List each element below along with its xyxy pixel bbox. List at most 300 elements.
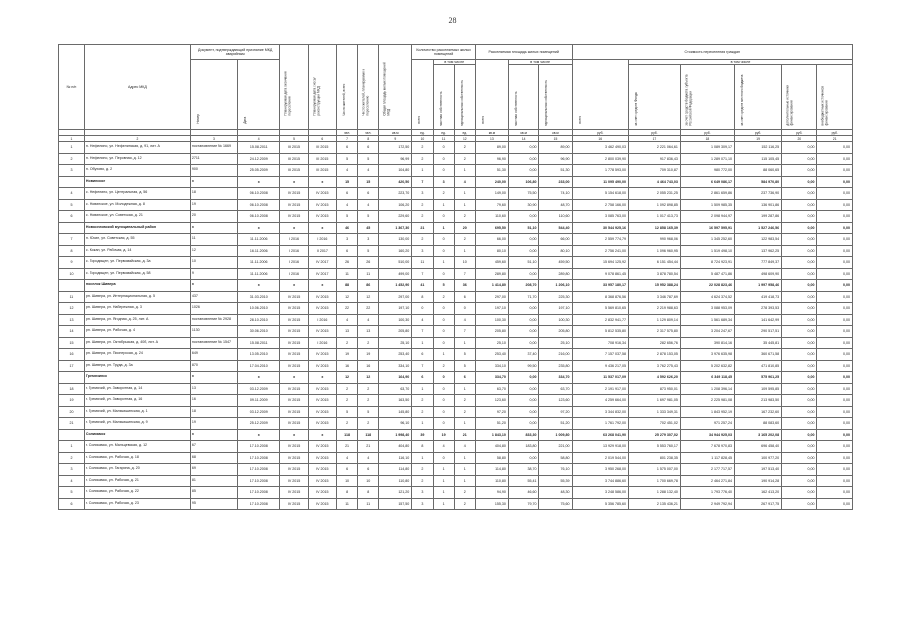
table-row [59,234,853,246]
cell-doc-num: 1130 [190,326,237,338]
column-number-cell: 10 [412,136,433,142]
cell-cnt-total: 11 [412,257,433,269]
cell-ar-private: 46,60 [508,487,539,499]
cell-addr: с. Новинское, ул. Молодежная, д. 8 [84,199,190,211]
cell-ar-mun: 48,30 [539,487,572,499]
cell-cnt-total: 7 [412,326,433,338]
cell-cost-reg: 3 088 953,09 [680,303,734,315]
cell-residents-plan: 4 [358,199,379,211]
cell-relocation: I 2016 [280,234,308,246]
cell-cost-fund: 6 151 454,44 [629,257,681,269]
cell-ar-private: 0,00 [508,245,539,257]
cell-ar-private: 106,80 [508,176,539,188]
cell-cost-ex2: 0,00 [817,234,853,246]
cell-residents: 19 [336,349,357,361]
cell-cost-fund: 2 055 231,25 [629,188,681,200]
cell-residents: 15 [336,176,357,188]
cell-cost-total: 5 569 810,65 [572,303,629,315]
cell-demolition: IV 2015 [308,349,336,361]
cell-area: 253,40 [379,349,412,361]
cell-area: 121,20 [379,487,412,499]
column-number-cell: 20 [782,136,817,142]
cell-residents: 12 [336,372,357,384]
cell-relocation: IV 2015 [280,314,308,326]
cell-cost-fund: 1 700 669,78 [629,475,681,487]
cell-residents: 4 [336,165,357,177]
cell-area: 130,00 [379,234,412,246]
cell-area: 229,60 [379,211,412,223]
cell-cnt-mun: 4 [454,441,475,453]
cell-cost-loc: 115 105,45 [735,153,782,165]
cell-doc-date: 13.05.2010 [238,349,280,361]
cell-ar-total: 97,20 [475,406,508,418]
cell-doc-date: 17.10.2008 [238,487,280,499]
cell-cnt-private: 0 [433,326,454,338]
cell-cnt-mun: 2 [454,142,475,154]
cell-cost-fund: 2 221 064,61 [629,142,681,154]
cell-no: 1 [59,441,85,453]
cell-cost-ex2: 0,00 [817,257,853,269]
cell-cnt-total: 7 [412,268,433,280]
cell-cnt-private: 0 [433,245,454,257]
cell-ar-total: 404,80 [475,441,508,453]
cell-cost-ex2: 0,00 [817,291,853,303]
cell-cost-total: 15 694 125,92 [572,257,629,269]
cell-no: 4 [59,188,85,200]
column-number-cell: 12 [454,136,475,142]
cell-area: 1 452,90 [379,280,412,292]
cell-cost-loc: 167 232,60 [735,406,782,418]
cell-cnt-private: 5 [433,280,454,292]
cell-doc-date: x [238,372,280,384]
cell-cost-total: 9 078 861,45 [572,268,629,280]
cell-cnt-private: 1 [433,349,454,361]
cell-area: 25,10 [379,337,412,349]
cell-area: 334,10 [379,360,412,372]
cell-cost-ex2: 0,00 [817,452,853,464]
cell-cost-fund: 873 950,01 [629,383,681,395]
cell-ar-private: 0,00 [508,326,539,338]
cell-cost-fund: 3 762 275,43 [629,360,681,372]
cell-doc-date: 17.10.2008 [238,441,280,453]
column-number-cell: 8 [358,136,379,142]
cell-doc-date: 25.05.2009 [238,165,280,177]
cell-doc-num: 11 [190,234,237,246]
cell-cost-fund: 2 219 988,63 [629,303,681,315]
cell-cost-ex1: 0,00 [782,452,817,464]
cell-addr: с. Нефелино, ул. Центральная, д. 56 [84,188,190,200]
cell-addr: г. Соликамск, ул. Мальцевская, д. 12 [84,441,190,453]
cell-doc-num: x [190,429,237,441]
cell-cost-loc: 3 165 202,08 [735,429,782,441]
cell-cost-reg: 1 843 952,19 [680,406,734,418]
cell-ar-mun: 334,70 [539,372,572,384]
cell-cost-ex2: 0,00 [817,222,853,234]
cell-ar-private: 79,70 [508,498,539,510]
cell-addr: рп. Шивера, ул. Набережная, д. 3 [84,303,190,315]
cell-area: 114,80 [379,464,412,476]
cell-no: 11 [59,291,85,303]
cell-no: 7 [59,234,85,246]
header-cost-regional: за счет средств бюджета субъекта Российской Федерации [680,65,734,130]
cell-ar-private: 0,00 [508,395,539,407]
cell-no [59,222,85,234]
cell-cnt-private: 1 [433,257,454,269]
cell-addr: г. Соликамск, ул. Гагарина, д. 20 [84,464,190,476]
cell-residents: 6 [336,464,357,476]
cell-area: 404,80 [379,441,412,453]
cell-cost-loc: 696 458,40 [735,441,782,453]
cell-demolition: IV 2015 [308,291,336,303]
cell-ar-private: 183,80 [508,441,539,453]
cell-ar-mun: 51,30 [539,165,572,177]
cell-demolition: III 2015 [308,153,336,165]
cell-cost-ex2: 0,00 [817,280,853,292]
cell-residents-plan: 45 [358,222,379,234]
cell-cost-ex1: 0,00 [782,245,817,257]
cell-no: 5 [59,487,85,499]
cell-residents-plan: 21 [358,441,379,453]
cell-residents: 8 [336,487,357,499]
cell-cnt-mun: 5 [454,349,475,361]
cell-doc-num: 870 [190,360,237,372]
table-row [59,464,853,476]
header-plan-demolition: Планируемая дата сноса/ реконструкции МКД [308,45,336,130]
cell-cost-reg: 7 678 970,83 [680,441,734,453]
cell-ar-total: 51,20 [475,418,508,430]
cell-cost-ex1: 0,00 [782,360,817,372]
cell-residents-plan: 12 [358,291,379,303]
cell-addr: с. Новинское, ул. Советская, д. 21 [84,211,190,223]
cell-residents-plan: 2 [358,395,379,407]
cell-ar-total: 155,30 [475,498,508,510]
cell-area: 157,50 [379,498,412,510]
cell-ar-total: 297,00 [475,291,508,303]
cell-cost-reg: 3 204 247,67 [680,326,734,338]
cell-area: 96,99 [379,153,412,165]
cell-cost-ex1: 0,00 [782,257,817,269]
header-cost-fund: за счет средств Фонда [629,65,681,130]
cell-doc-date: x [238,280,280,292]
cell-doc-num: постановление № 1547 [190,337,237,349]
cell-demolition: IV 2015 [308,383,336,395]
cell-ar-mun: 66,00 [539,234,572,246]
cell-relocation: IV 2015 [280,199,308,211]
cell-relocation: I 2016 [280,257,308,269]
cell-doc-num: 69 [190,464,237,476]
cell-cost-ex1: 0,00 [782,199,817,211]
cell-ar-private: 0,00 [508,165,539,177]
cell-cnt-total: 2 [412,142,433,154]
cell-ar-mun: 1 009,80 [539,429,572,441]
cell-demolition: IV 2015 [308,406,336,418]
cell-ar-private: 51,10 [508,222,539,234]
header-area-total: всего [475,60,508,130]
cell-cnt-total: 21 [412,222,433,234]
unit-cell: кв.м [379,130,412,136]
cell-demolition: x [308,176,336,188]
cell-residents-plan: 4 [358,452,379,464]
cell-addr: г. Гремячий, ул. Мальчишинская, д. 9 [84,418,190,430]
cell-cnt-private: 0 [433,418,454,430]
cell-cost-reg: 5 202 632,82 [680,360,734,372]
cell-demolition: IV 2015 [308,441,336,453]
column-number-cell: 21 [817,136,853,142]
table-row [59,498,853,510]
table-row [59,487,853,499]
cell-residents-plan: 8 [358,487,379,499]
cell-no: 14 [59,326,85,338]
relocation-register-table [58,44,853,510]
header-area-municipal: муниципальная собственность [539,65,572,130]
cell-residents: 4 [336,314,357,326]
cell-residents-plan: 19 [358,349,379,361]
cell-addr: рп. Шивера, ул. Интернациональная, д. 5 [84,291,190,303]
cell-no [59,372,85,384]
header-count-municipal: муниципальная собственность [454,65,475,130]
cell-cost-total: 5 812 535,80 [572,326,629,338]
cell-demolition: IV 2015 [308,395,336,407]
cell-cost-reg: 2 949 792,94 [680,498,734,510]
cell-cost-ex1: 0,00 [782,475,817,487]
cell-cost-total: 2 832 941,77 [572,314,629,326]
cell-cost-ex2: 0,00 [817,487,853,499]
cell-cnt-private: 0 [433,234,454,246]
cell-cost-total: 3 462 490,03 [572,142,629,154]
cell-addr: рп. Шивера, ул. Октябрьская, д. 40б, лит. А [84,337,190,349]
cell-cost-reg: 1 793 776,40 [680,487,734,499]
cell-ar-mun: 74,10 [539,188,572,200]
cell-cost-total: 3 744 886,60 [572,475,629,487]
header-count-group: Количество расселяемых жилых помещений [412,45,476,60]
cell-cost-ex1: 0,00 [782,383,817,395]
column-number-cell: 4 [238,136,280,142]
cell-ar-mun: 544,40 [539,222,572,234]
cell-cost-ex1: 0,00 [782,303,817,315]
cell-doc-num: 437 [190,291,237,303]
cell-no: 3 [59,165,85,177]
cell-residents: 4 [336,199,357,211]
cell-area: 63,70 [379,383,412,395]
cell-cost-fund: 1 096 960,95 [629,245,681,257]
cell-ar-total: 89,00 [475,142,508,154]
cell-demolition: IV 2015 [308,360,336,372]
cell-no [59,176,85,188]
unit-cell: руб. [817,130,853,136]
cell-cnt-total: 39 [412,429,433,441]
cell-relocation: x [280,176,308,188]
cell-ar-total: 80,10 [475,245,508,257]
cell-ar-mun: 459,50 [539,257,572,269]
cell-demolition: x [308,280,336,292]
cell-doc-num: 20 [190,211,237,223]
cell-cnt-mun: 0 [454,303,475,315]
cell-area: 163,50 [379,395,412,407]
cell-cost-reg: 1 519 498,10 [680,245,734,257]
cell-cnt-total: 2 [412,395,433,407]
cell-residents: 118 [336,429,357,441]
cell-ar-mun: 110,60 [539,211,572,223]
cell-addr: Соликамск [84,429,190,441]
cell-addr: г. Гремячий, ул. Заворотная, д. 14 [84,383,190,395]
cell-cost-loc: 498 609,90 [735,268,782,280]
cell-cost-loc: 213 983,50 [735,395,782,407]
cell-cost-fund: 25 279 307,02 [629,429,681,441]
cell-cnt-mun: 6 [454,372,475,384]
cell-no: 8 [59,245,85,257]
cell-relocation: IV 2015 [280,475,308,487]
cell-no: 19 [59,395,85,407]
cell-ar-private: 71,70 [508,291,539,303]
header-cost-total: всего [572,60,629,130]
cell-addr: с. Кокан, ул. Рабочая, д. 14 [84,245,190,257]
cell-area: 1 367,30 [379,222,412,234]
cell-residents-plan: 12 [358,372,379,384]
cell-cost-loc: 88 060,65 [735,165,782,177]
cell-cost-reg: 1 089 309,17 [680,142,734,154]
cell-residents: 3 [336,234,357,246]
cell-cnt-total: 1 [412,452,433,464]
cell-area: 145,80 [379,406,412,418]
cell-cost-ex2: 0,00 [817,153,853,165]
cell-cost-ex1: 0,00 [782,268,817,280]
cell-addr: п. Юсин, ул. Советская, д. 55 [84,234,190,246]
cell-cost-ex1: 0,00 [782,280,817,292]
cell-ar-private: 51,10 [508,257,539,269]
cell-ar-total: 459,60 [475,257,508,269]
cell-no: 1 [59,142,85,154]
cell-cost-total: 1 778 593,00 [572,165,629,177]
cell-demolition: IV 2017 [308,257,336,269]
cell-cnt-mun: 1 [454,245,475,257]
cell-ar-mun: 97,20 [539,406,572,418]
cell-doc-num: 85 [190,487,237,499]
cell-ar-private: 0,00 [508,383,539,395]
cell-demolition: x [308,429,336,441]
cell-no: 5 [59,199,85,211]
cell-no: 21 [59,418,85,430]
cell-ar-total: 334,10 [475,360,508,372]
group-row [59,280,853,292]
cell-cost-ex2: 0,00 [817,165,853,177]
cell-addr: г. Гремячий, ул. Мальчишинская, д. 1 [84,406,190,418]
cell-cost-ex2: 0,00 [817,418,853,430]
cell-cost-ex2: 0,00 [817,395,853,407]
cell-ar-mun: 216,00 [539,349,572,361]
cell-residents: 5 [336,406,357,418]
cell-cost-fund: 12 858 165,39 [629,222,681,234]
header-cost-local: за счет средств местного бюджета [735,65,782,130]
table-row [59,452,853,464]
cell-cnt-total: 2 [412,475,433,487]
cell-relocation: IV 2015 [280,418,308,430]
cell-addr: г. Соликамск, ул. Рабочая, д. 21 [84,475,190,487]
table-row [59,257,853,269]
table-body [59,142,853,510]
cell-residents-plan: 2 [358,418,379,430]
cell-ar-mun: 96,90 [539,153,572,165]
cell-relocation: IV 2015 [280,303,308,315]
header-cost-group: Стоимость переселения граждан [572,45,853,60]
cell-cost-total: 3 344 832,00 [572,406,629,418]
cell-cnt-private: 0 [433,303,454,315]
cell-doc-num: 18 [190,188,237,200]
cell-cost-total: 5 154 618,00 [572,188,629,200]
cell-relocation: IV 2015 [280,487,308,499]
table-row [59,314,853,326]
cell-cost-ex2: 0,00 [817,337,853,349]
cell-cnt-total: 3 [412,498,433,510]
cell-relocation: IV 2015 [280,291,308,303]
cell-doc-date: 03.12.2009 [238,383,280,395]
cell-addr: п. Нефелино, ул. Нефелинская, д. 91, лит. А [84,142,190,154]
cell-doc-date: 09.11.2009 [238,395,280,407]
header-residents: Число жителей, всего [336,45,357,130]
cell-residents-plan: 2 [358,337,379,349]
unit-cell: ед. [454,130,475,136]
unit-cell: кв.м [508,130,539,136]
column-number-cell: 14 [508,136,539,142]
column-number-cell: 7 [336,136,357,142]
header-area-incl: в том числе [508,60,572,65]
cell-demolition: III 2015 [308,165,336,177]
cell-cost-reg: 1 561 689,34 [680,314,734,326]
cell-relocation: IV 2015 [280,452,308,464]
cell-cost-reg: 22 028 823,46 [680,280,734,292]
cell-cost-ex1: 0,00 [782,291,817,303]
cell-residents: 46 [336,222,357,234]
cell-no: 2 [59,452,85,464]
cell-cost-ex2: 0,00 [817,303,853,315]
group-row [59,372,853,384]
unit-cell: ед. [412,130,433,136]
cell-cost-total: 11 095 490,00 [572,176,629,188]
cell-cnt-mun: 1 [454,464,475,476]
cell-cost-loc: 141 642,99 [735,314,782,326]
cell-cnt-total: 2 [412,234,433,246]
cell-demolition: IV 2017 [308,268,336,280]
cell-cnt-private: 1 [433,475,454,487]
cell-ar-private: 0,00 [508,211,539,223]
cell-residents-plan: 4 [358,165,379,177]
cell-residents-plan: 86 [358,280,379,292]
cell-residents-plan: 6 [358,464,379,476]
cell-cnt-private: 1 [433,487,454,499]
cell-doc-num: 81 [190,475,237,487]
cell-ar-mun: 1 206,10 [539,280,572,292]
cell-demolition: IV 2015 [308,452,336,464]
cell-ar-total: 253,40 [475,349,508,361]
cell-cnt-private: 4 [433,441,454,453]
cell-cost-fund: 5 553 760,17 [629,441,681,453]
cell-no: 6 [59,211,85,223]
cell-cost-fund: 1 092 898,85 [629,199,681,211]
cell-residents-plan: 15 [358,176,379,188]
cell-addr: Новоселовский муниципальный район [84,222,190,234]
cell-residents-plan: 6 [358,142,379,154]
cell-cost-ex2: 0,00 [817,372,853,384]
cell-cnt-total: 6 [412,349,433,361]
cell-ar-mun: 58,80 [539,452,572,464]
cell-cnt-mun: 2 [454,153,475,165]
cell-no: 3 [59,464,85,476]
cell-cnt-private: 0 [433,142,454,154]
cell-cnt-total: 2 [412,199,433,211]
cell-doc-num: x [190,222,237,234]
cell-cnt-mun: 1 [454,199,475,211]
table-row [59,153,853,165]
cell-no: 6 [59,498,85,510]
